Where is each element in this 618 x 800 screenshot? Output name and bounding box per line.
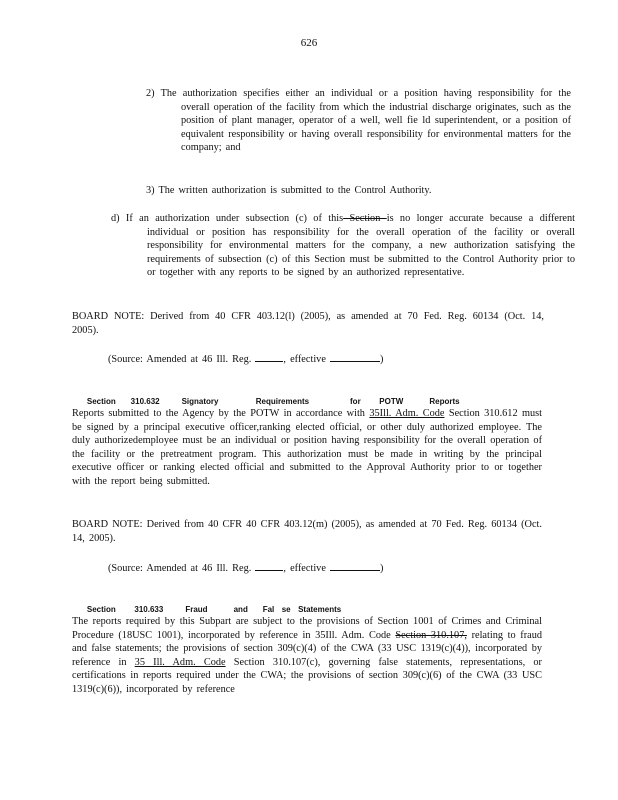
item-3-paragraph: 3) The written authorization is submitted to the Control Authority. [146,185,432,196]
register-volume-blank [255,560,283,571]
underlined-citation: 35Ill. Adm. Code [369,408,445,419]
struck-citation: Section 310.107, [395,629,467,641]
para-632-b: Section 310.612 must be signed by a principal executive officer,ranking elected official, or other duly authorized employee. The duly authorizedemployee must be an individual or position having responsibility for the overall operation of the facility or the pretreatment program. This authorization must be made in writing by the principal executive officer or ranking elected official and submitted to the Approval Authority prior to or together with the report being submitted. [72,408,543,487]
page-number: 626 [300,37,318,49]
source-2-end: ) [379,563,384,574]
item-d-text-before: d) If an authorization under subsection (c) of this [111,213,344,224]
underlined-citation: 35 Ill. Adm. Code [134,656,226,668]
effective-date-blank [330,351,380,362]
register-volume-blank [255,351,283,362]
source-note-2 [108,560,468,576]
section-number: Section 310.633 [86,604,164,614]
section-title: Fraud and Fal se Statements [185,604,342,614]
item-d-text-after: is no longer accurate because a different individual or position has responsibility for the overall operation of the facility or overall responsibility for environmental matters for the company, a new authorization satisfying the requirements of subsection (c) of this Section must be submitted to the Control Authority prior to or together with any reports to be signed by an authorized representative. [147,213,575,279]
section-number: Section 310.632 [86,396,160,406]
source-1-lead: (Source: Amended at 46 Ill. Reg. [108,354,252,365]
para-632-a: Reports submitted to the Agency by the POTW in accordance with [72,408,365,419]
source-1-end: ) [379,354,384,365]
item-d-paragraph [111,212,575,280]
board-note-1: BOARD NOTE: Derived from 40 CFR 403.12(l) (2005), as amended at 70 Fed. Reg. 60134 (Oct. 14, 2005). [72,311,544,336]
board-note-2: BOARD NOTE: Derived from 40 CFR 40 CFR 403.12(m) (2005), as amended at 70 Fed. Reg. 60134 (Oct. 14, 2005). [72,519,542,544]
effective-date-blank [330,560,380,571]
para-633-a: The reports required by this Subpart are subject to the provisions of Section 1001 of Crimes and Criminal Procedure (18USC 1001), incorporated by reference in 35Ill. Adm. Code [72,616,542,641]
struck-section-word: Section [343,213,387,224]
para-633-c: Section 310.107(c), governing false statements, representations, or certifications in reports required under the CWA; the provisions of section 309(c)(6) of the CWA (33 USC 1319(c)(6)), incorporated by reference [72,656,542,695]
section-title: Signatory Requirements for POTW Reports [181,396,460,406]
para-633-b: relating to fraud and false statements; the provisions of section 309(c)(4) of the CWA (33 USC 1319(c)(4)), incorporated by reference in [72,629,543,668]
item-2-paragraph: 2) The authorization specifies either an individual or a position having responsibility for the overall operation of the facility from which the industrial discharge originates, such as the position of plant manager, operator of a well, well fie ld superintendent, or a position of equivalent responsibility or having overall responsibility for environmental matters for the company; and [146,88,571,154]
source-2-mid: , effective [283,563,326,574]
section-310-632-body [72,407,542,489]
section-310-633-body [72,615,542,697]
source-1-mid: , effective [283,354,326,365]
source-2-lead: (Source: Amended at 46 Ill. Reg. [108,563,252,574]
source-note-1 [108,351,468,367]
